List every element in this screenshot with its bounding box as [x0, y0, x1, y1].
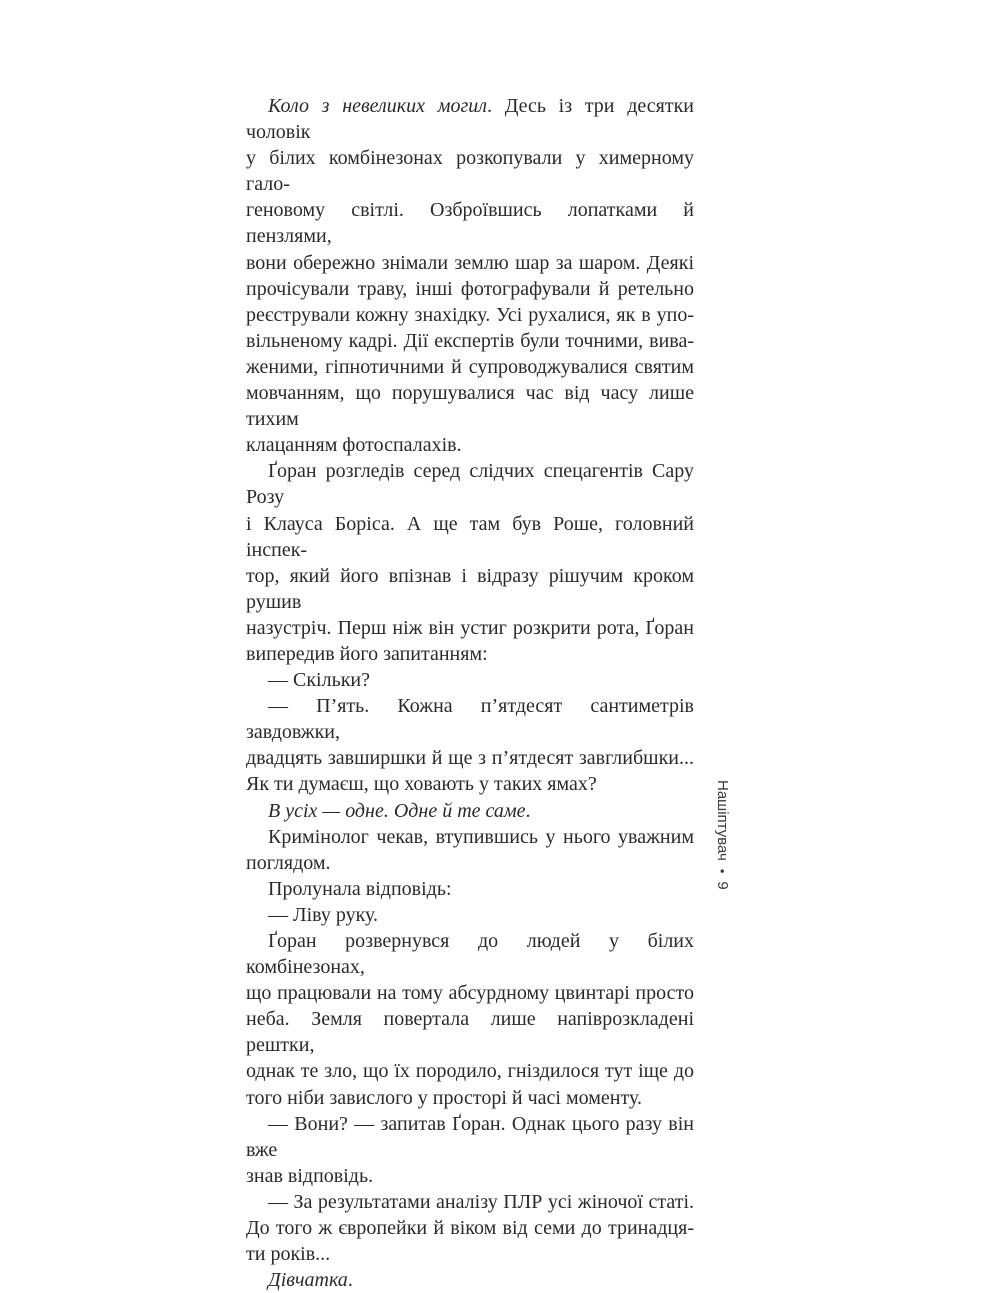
text-run: прочісували траву, інші фотографували й ретельно [246, 277, 694, 300]
text-run: — Ліву руку. [268, 903, 379, 926]
text-line [246, 850, 694, 876]
text-run: Ґоран розвернувся до людей у білих комбінезонах, [246, 930, 694, 979]
italic-text: Дівчатка [268, 1269, 348, 1292]
text-run: — Скільки? [268, 669, 371, 692]
text-line [246, 798, 694, 824]
text-run: реєстрували кожну знахідку. Усі рухалися, як в упо- [246, 303, 694, 326]
text-run: випередив його запитанням: [246, 642, 488, 665]
text-run: Як ти думаєш, що ховають у таких ямах? [246, 773, 597, 796]
body-text [246, 93, 694, 1293]
italic-text: В усіх — одне. Одне й те саме [268, 799, 526, 822]
text-line [246, 615, 694, 641]
text-run: вони обережно знімали землю шар за шаром. Деякі [246, 251, 694, 274]
text-line [246, 354, 694, 380]
text-run: тор, який його впізнав і відразу рішучим кроком рушив [246, 564, 694, 613]
text-run: однак те зло, що їх породило, гніздилося тут іще до [246, 1060, 694, 1083]
text-line [246, 250, 694, 276]
text-run: . [347, 1269, 353, 1292]
text-line [246, 328, 694, 354]
text-line [246, 458, 694, 510]
text-line [246, 1215, 694, 1241]
text-line [246, 876, 694, 902]
text-run: — За результатами аналізу ПЛР усі жіночої статі. [268, 1190, 694, 1213]
text-line [246, 1189, 694, 1215]
text-run: назустріч. Перш ніж він устиг розкрити рота, Ґоран [246, 616, 694, 639]
text-run: — П’ять. Кожна п’ятдесят сантиметрів завдовжки, [246, 695, 694, 744]
text-run: і Клауса Боріса. А ще там був Роше, головний інспек- [246, 512, 694, 561]
text-run: того ніби завислого у просторі й часі моменту. [246, 1086, 642, 1109]
text-run: Кримінолог чекав, втупившись у нього уважним [268, 825, 694, 848]
text-run: женими, гіпнотичними й супроводжувалися святим [246, 355, 694, 378]
text-run: Пролунала відповідь: [268, 877, 452, 900]
page-number: 9 [714, 881, 731, 890]
text-line [246, 93, 694, 145]
text-line [246, 1241, 694, 1267]
text-run: знав відповідь. [246, 1164, 374, 1187]
text-line [246, 1058, 694, 1084]
text-line [246, 1085, 694, 1111]
text-line [246, 432, 694, 458]
text-line [246, 745, 694, 771]
text-run: . [525, 799, 531, 822]
text-line [246, 1111, 694, 1163]
separator-bullet: • [715, 868, 730, 874]
text-line [246, 902, 694, 928]
text-line [246, 1006, 694, 1058]
text-run: вільненому кадрі. Дії експертів були точними, вива- [246, 329, 694, 352]
text-run: у білих комбінезонах розкопували у химерному гало- [246, 147, 694, 196]
text-line [246, 380, 694, 432]
text-line [246, 1163, 694, 1189]
text-line [246, 693, 694, 745]
text-line [246, 667, 694, 693]
text-line [246, 145, 694, 197]
text-line [246, 771, 694, 797]
text-run: мовчанням, що порушувалися час від часу лише тихим [246, 382, 694, 431]
text-line [246, 511, 694, 563]
text-run: Ґоран розгледів серед слідчих спецагентів Сару Розу [246, 460, 694, 509]
text-run: геновому світлі. Озброївшись лопатками й пензлями, [246, 199, 694, 248]
text-run: ти років... [246, 1243, 331, 1266]
text-line [246, 563, 694, 615]
text-run: До того ж європейки й віком від семи до тринадця- [246, 1217, 694, 1240]
text-run: . Десь із три десятки чоловік [246, 95, 694, 144]
running-title: Нашіптувач [714, 780, 731, 861]
text-line [246, 641, 694, 667]
text-line [246, 824, 694, 850]
text-line [246, 276, 694, 302]
text-line [246, 302, 694, 328]
text-run: що працювали на тому абсурдному цвинтарі просто [246, 982, 694, 1005]
italic-text: Коло з невеликих могил [268, 95, 487, 117]
text-run: двадцять завширшки й ще з п’ятдесят завглибшки... [246, 747, 694, 770]
text-run: поглядом. [246, 851, 331, 874]
text-line [246, 1267, 694, 1293]
text-run: неба. Земля повертала лише напіврозкладені рештки, [246, 1008, 694, 1057]
text-line [246, 928, 694, 980]
text-line [246, 980, 694, 1006]
side-margin [714, 780, 742, 910]
text-run: клацанням фотоспалахів. [246, 434, 462, 457]
text-run: — Вони? — запитав Ґоран. Однак цього разу він вже [246, 1112, 694, 1161]
text-line [246, 197, 694, 249]
